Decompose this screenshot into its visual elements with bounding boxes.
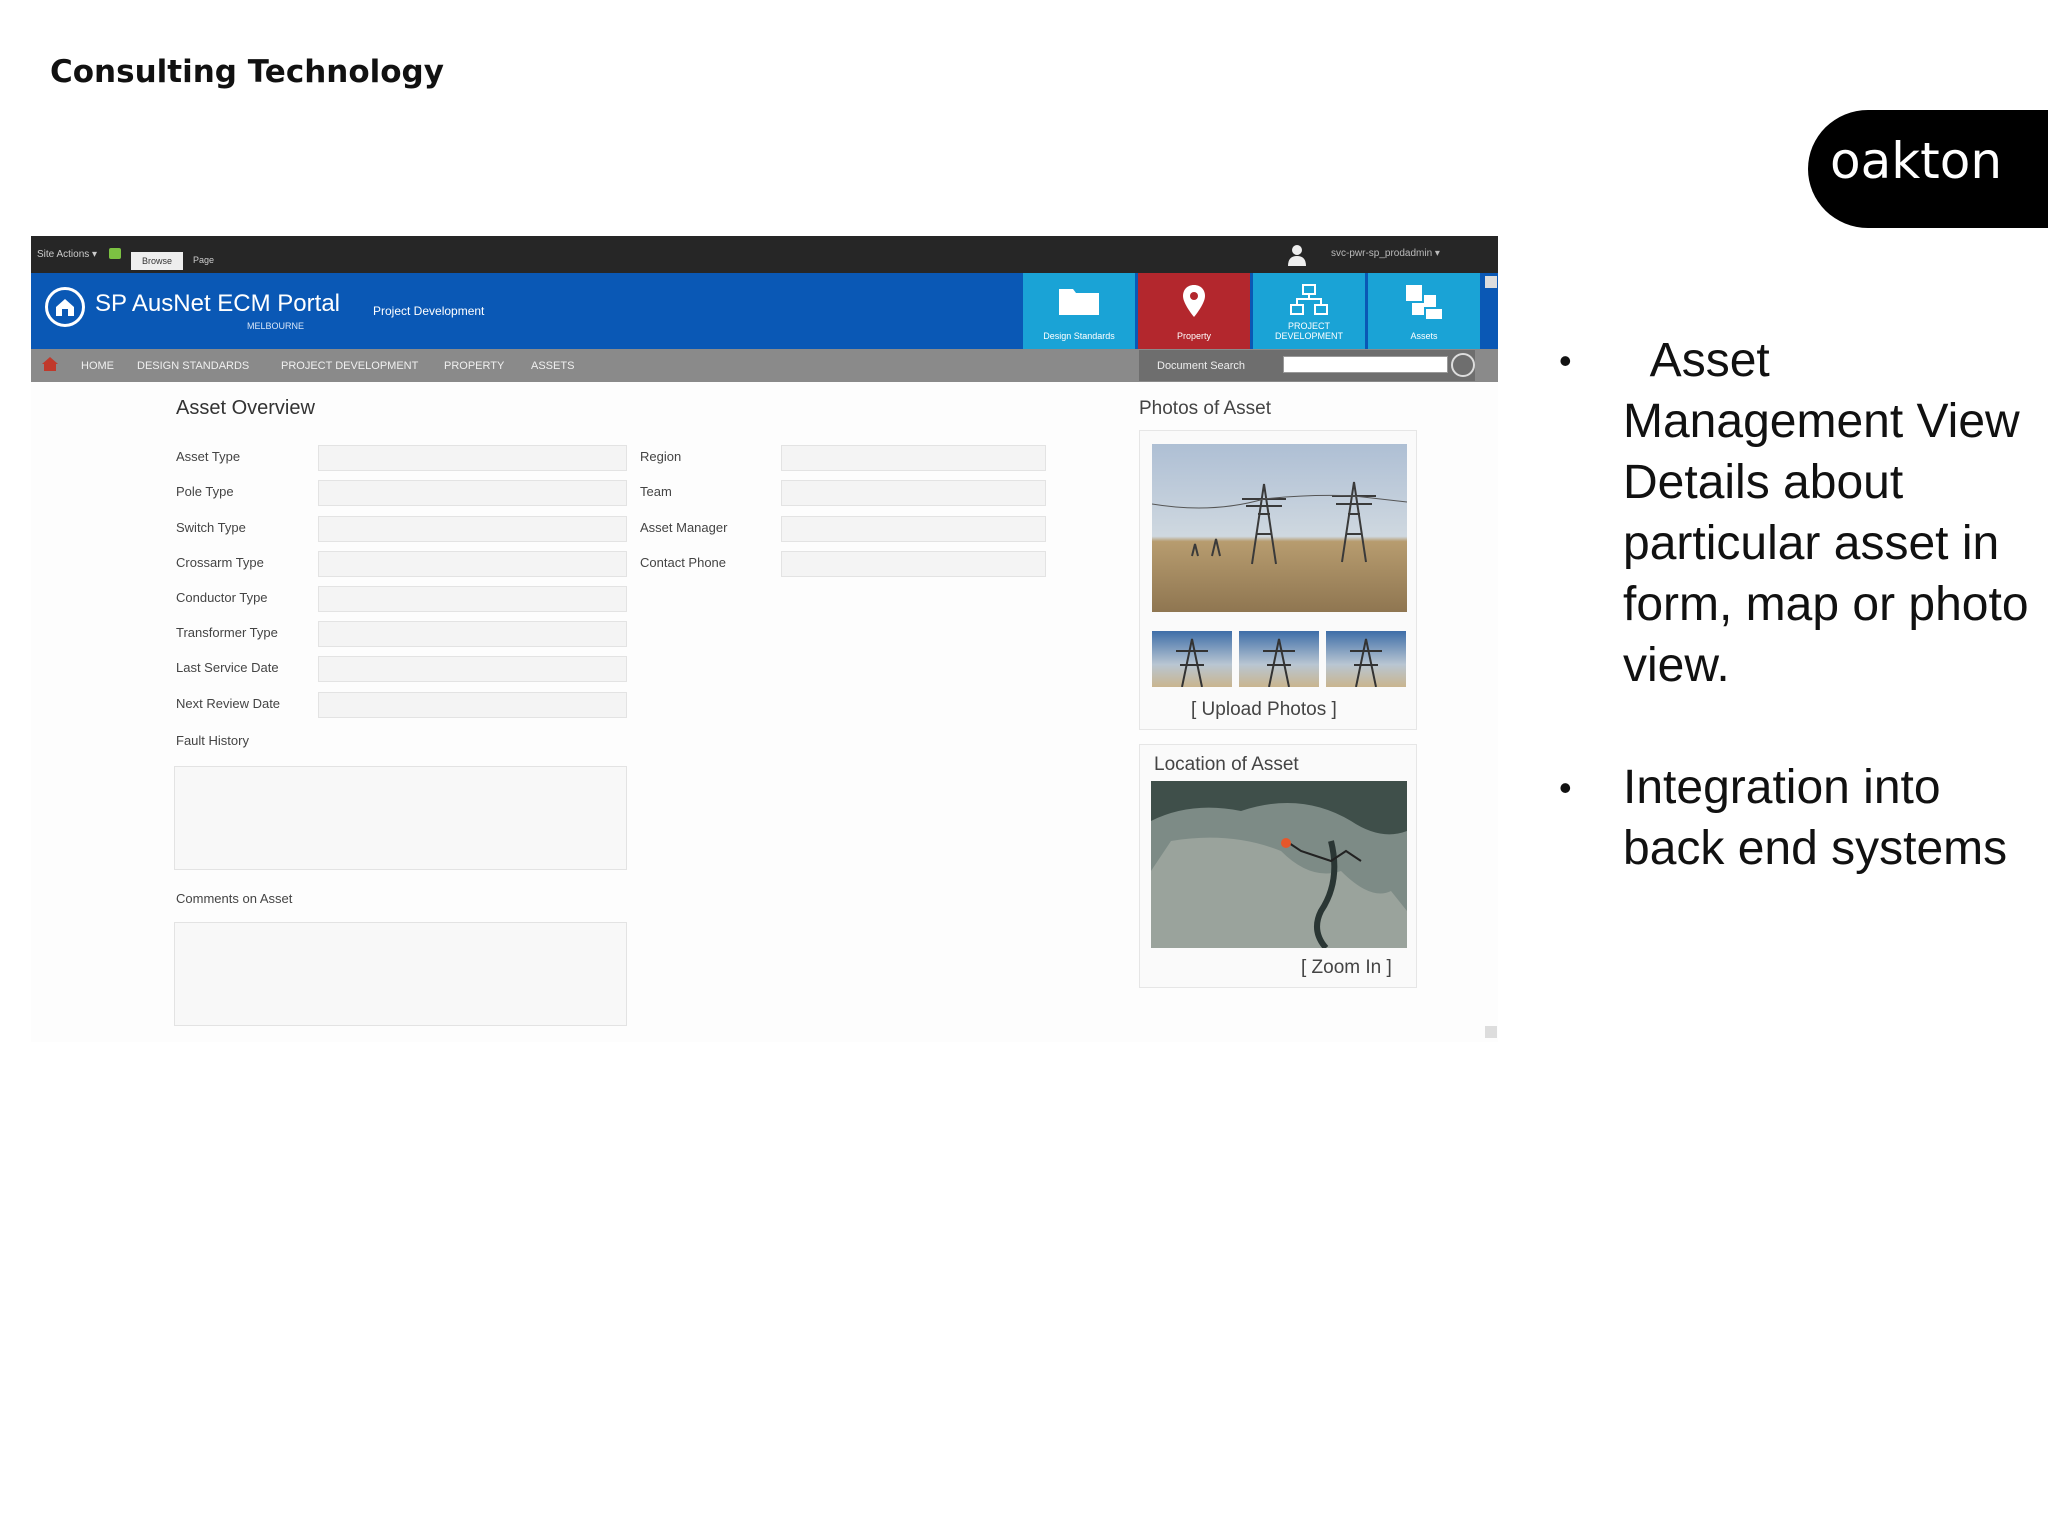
scrollbar-up-arrow[interactable] [1485, 276, 1497, 288]
field-label-switch-type: Switch Type [176, 520, 246, 535]
tile-label: PROJECT DEVELOPMENT [1274, 321, 1343, 341]
asset-main-photo[interactable] [1152, 444, 1407, 612]
upload-photos-link[interactable]: [ Upload Photos ] [1191, 699, 1337, 720]
bullet-item [1555, 330, 2042, 696]
pole-type-field[interactable] [318, 480, 627, 506]
nav-item-design-standards[interactable]: DESIGN STANDARDS [137, 360, 250, 372]
user-menu[interactable]: svc-pwr-sp_prodadmin ▾ [1331, 248, 1440, 259]
tile-property[interactable] [1138, 273, 1250, 349]
field-label-crossarm-type: Crossarm Type [176, 555, 264, 570]
asset-manager-field[interactable] [781, 516, 1046, 542]
map-pin-icon [1181, 283, 1207, 319]
field-label-region: Region [640, 449, 682, 464]
field-label-asset-type: Asset Type [176, 449, 241, 464]
field-label-asset-manager: Asset Manager [640, 520, 728, 535]
fault-history-label: Fault History [176, 733, 249, 748]
tile-label: Design Standards [1043, 331, 1115, 341]
team-field[interactable] [781, 480, 1046, 506]
bullet-list [1555, 330, 2042, 879]
field-label-transformer-type: Transformer Type [176, 625, 278, 640]
region-field[interactable] [781, 445, 1046, 471]
transformer-type-field[interactable] [318, 621, 627, 647]
scrollbar-resize-grip[interactable] [1485, 1026, 1497, 1038]
edit-page-icon[interactable] [109, 248, 121, 259]
ribbon-bar [31, 236, 1498, 273]
last-service-date-field[interactable] [318, 656, 627, 682]
field-label-pole-type: Pole Type [176, 484, 234, 499]
tile-label: Property [1176, 331, 1211, 341]
crossarm-type-field[interactable] [318, 551, 627, 577]
field-label-team: Team [640, 484, 672, 499]
bullet-item [1555, 757, 2035, 879]
switch-type-field[interactable] [318, 516, 627, 542]
folder-icon [1057, 283, 1101, 317]
asset-thumbnail[interactable] [1326, 631, 1406, 687]
portal-name: SP AusNet ECM Portal [95, 290, 340, 317]
tile-design-standards[interactable] [1023, 273, 1135, 349]
asset-type-field[interactable] [318, 445, 627, 471]
tile-label: Assets [1410, 331, 1438, 341]
portal-screenshot [31, 236, 1498, 1042]
search-icon[interactable] [1451, 353, 1475, 377]
user-icon [1287, 244, 1307, 266]
slide-title: Consulting Technology [50, 54, 444, 90]
photos-panel [1139, 430, 1417, 730]
oakton-logo [1808, 110, 2048, 228]
tab-page[interactable]: Page [193, 255, 215, 265]
zoom-in-link[interactable]: [ Zoom In ] [1301, 957, 1392, 978]
field-label-contact-phone: Contact Phone [640, 555, 727, 570]
tile-project-development[interactable] [1253, 273, 1365, 349]
search-label: Document Search [1157, 360, 1246, 372]
comments-textarea[interactable] [174, 922, 627, 1026]
asset-thumbnail[interactable] [1239, 631, 1319, 687]
asset-thumbnail[interactable] [1152, 631, 1232, 687]
next-review-date-field[interactable] [318, 692, 627, 718]
portal-home-icon[interactable] [45, 287, 85, 327]
tile-assets[interactable] [1368, 273, 1480, 349]
bullet-dot-icon: • [1559, 767, 1572, 808]
field-label-last-service-date: Last Service Date [176, 660, 279, 675]
comments-label: Comments on Asset [176, 891, 293, 906]
fault-history-textarea[interactable] [174, 766, 627, 870]
nav-item-assets[interactable]: ASSETS [531, 360, 575, 372]
bullet-text: Asset Management View Details about particular asset in form, map or photo view. [1623, 334, 2042, 692]
field-label-next-review-date: Next Review Date [176, 696, 281, 711]
nav-item-home[interactable]: HOME [81, 360, 114, 372]
contact-phone-field[interactable] [781, 551, 1046, 577]
project-link[interactable]: Project Development [373, 304, 485, 318]
conductor-type-field[interactable] [318, 586, 627, 612]
asset-location-map[interactable] [1151, 781, 1407, 948]
network-icon [1289, 283, 1329, 317]
nav-item-project-development[interactable]: PROJECT DEVELOPMENT [281, 360, 419, 372]
nav-item-property[interactable]: PROPERTY [444, 360, 505, 372]
global-nav [31, 349, 1498, 382]
photos-title: Photos of Asset [1139, 398, 1272, 419]
field-label-conductor-type: Conductor Type [176, 590, 268, 605]
site-actions-menu[interactable]: Site Actions ▾ [37, 249, 98, 260]
logo-text: oakton [1830, 132, 2003, 190]
bullet-text: Integration into back end systems [1623, 761, 2008, 875]
asset-overview-title: Asset Overview [176, 397, 315, 419]
document-search-input[interactable] [1283, 356, 1448, 373]
portal-subtitle: MELBOURNE [247, 321, 305, 331]
assets-icon [1404, 283, 1444, 321]
tab-browse[interactable]: Browse [131, 252, 183, 270]
location-title: Location of Asset [1154, 754, 1299, 775]
bullet-dot-icon: • [1559, 340, 1572, 381]
nav-home-icon[interactable] [41, 356, 59, 372]
